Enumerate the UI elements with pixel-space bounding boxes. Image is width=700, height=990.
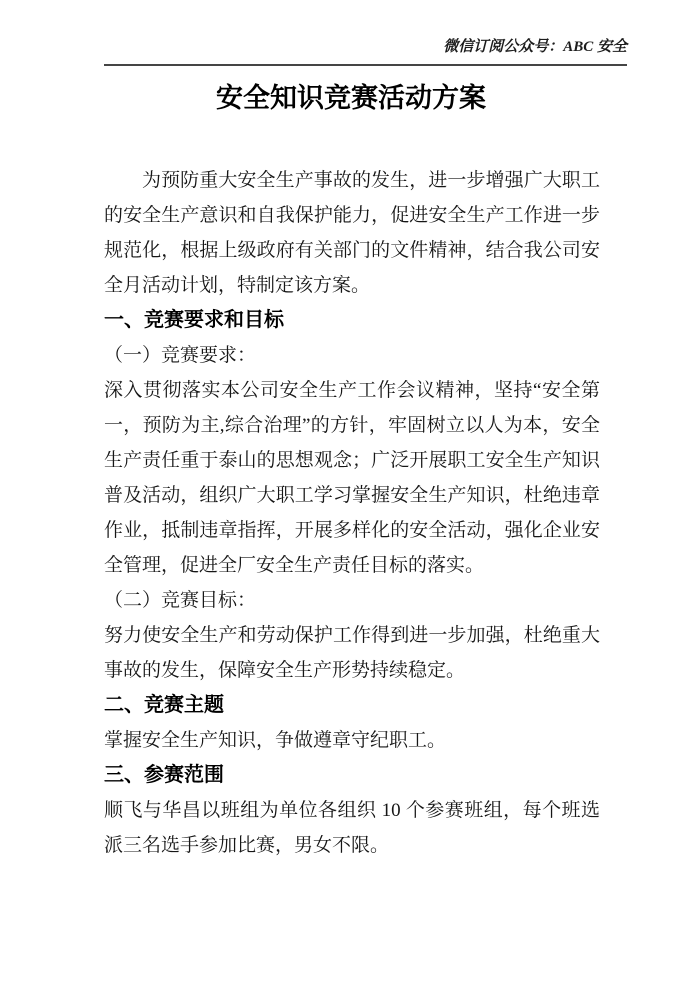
page-header	[104, 38, 627, 57]
scope-paragraph: 顺飞与华昌以班组为单位各组织 10 个参赛班组，每个班选派三名选手参加比赛，男女不限。	[104, 800, 600, 856]
wechat-account-label: 微信订阅公众号：ABC 安全	[443, 39, 627, 55]
section-2-heading: 二、竞赛主题	[104, 694, 224, 716]
section-3-heading: 三、参赛范围	[104, 764, 224, 786]
section-1-heading: 一、竞赛要求和目标	[104, 309, 284, 331]
theme-paragraph: 掌握安全生产知识，争做遵章守纪职工。	[104, 730, 447, 751]
header-rule	[104, 64, 627, 66]
document-title: 安全知识竞赛活动方案	[216, 83, 486, 113]
goal-paragraph: 努力使安全生产和劳动保护工作得到进一步加强，杜绝重大事故的发生，保障安全生产形势持续稳定。	[104, 625, 600, 681]
document-body	[104, 163, 600, 863]
intro-paragraph: 为预防重大安全生产事故的发生，进一步增强广大职工的安全生产意识和自我保护能力，促进安全生产工作进一步规范化，根据上级政府有关部门的文件精神，结合我公司安全月活动计划，特制定该方案。	[104, 170, 600, 296]
requirement-paragraph: 深入贯彻落实本公司安全生产工作会议精神，坚持“安全第一，预防为主,综合治理”的方针，牢固树立以人为本，安全生产责任重于泰山的思想观念；广泛开展职工安全生产知识普及活动，组织广大职工学习掌握安全生产知识，杜绝违章作业，抵制违章指挥，开展多样化的安全活动，强化企业安全管理，促进全厂安全生产责任目标的落实。	[104, 380, 600, 576]
goal-label: （二）竞赛目标：	[104, 590, 257, 611]
requirement-label: （一）竞赛要求：	[104, 345, 257, 366]
